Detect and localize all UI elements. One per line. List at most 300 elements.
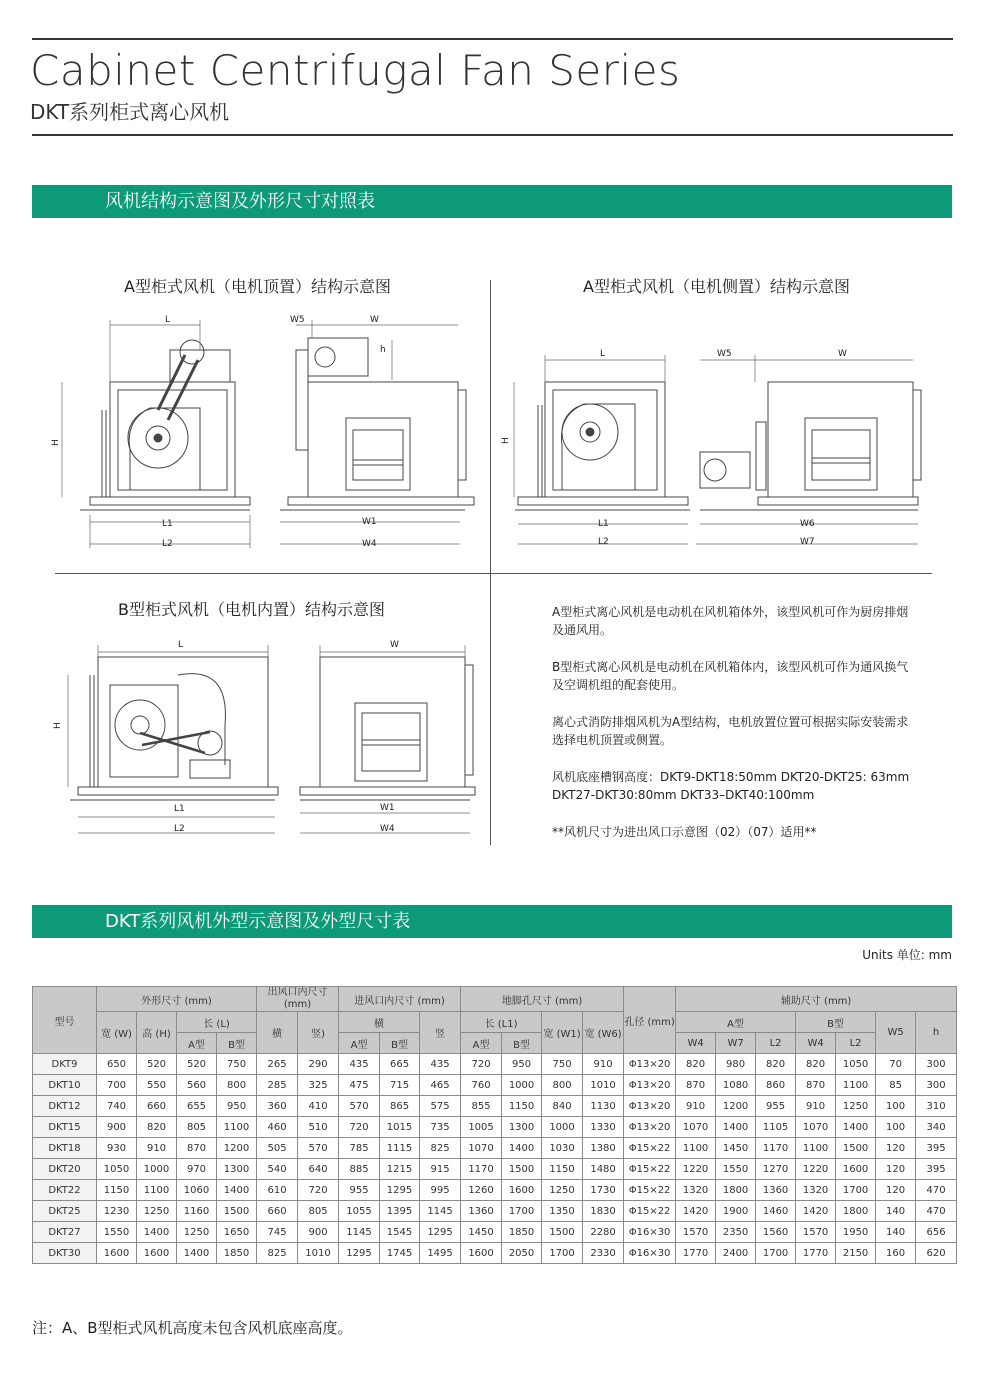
table-cell: 290 <box>298 1054 339 1075</box>
diagram-b-internal-motor <box>50 635 490 840</box>
table-cell: 570 <box>298 1138 339 1159</box>
header-inlet-shu: 竖 <box>420 1012 461 1054</box>
diagram-title-side-motor: A型柜式风机（电机侧置）结构示意图 <box>583 277 850 296</box>
table-cell: 465 <box>420 1075 461 1096</box>
dim-label-W-side: W <box>838 349 847 359</box>
dim-label-W5-side: W5 <box>717 349 732 359</box>
table-cell: 1450 <box>461 1222 502 1243</box>
table-cell: 740 <box>97 1096 137 1117</box>
table-row <box>33 1180 957 1201</box>
dim-label-L2: L2 <box>162 539 173 549</box>
header-bottom-rule <box>32 134 953 136</box>
dim-label-W1: W1 <box>362 517 377 527</box>
table-cell: 1230 <box>97 1201 137 1222</box>
table-cell: 1360 <box>461 1201 502 1222</box>
table-cell: 1830 <box>583 1201 624 1222</box>
table-cell: 660 <box>257 1201 298 1222</box>
dim-label-L2-b: L2 <box>174 824 185 834</box>
table-cell: 505 <box>257 1138 298 1159</box>
table-cell: 1400 <box>836 1117 876 1138</box>
front-view-top-motor <box>80 340 250 510</box>
table-cell: 1770 <box>796 1243 836 1264</box>
section-banner-dimensions: DKT系列风机外型示意图及外型尺寸表 <box>32 905 952 938</box>
header-aux-b-l2: L2 <box>836 1033 876 1054</box>
table-cell: Φ13×20 <box>624 1096 676 1117</box>
header-aux-b: B型 <box>796 1012 876 1033</box>
table-cell: 970 <box>177 1159 217 1180</box>
table-cell: 550 <box>137 1075 177 1096</box>
table-cell: 1215 <box>380 1159 420 1180</box>
table-cell: 870 <box>676 1075 716 1096</box>
table-cell: 735 <box>420 1117 461 1138</box>
header-aux-a: A型 <box>676 1012 796 1033</box>
table-cell: 1270 <box>756 1159 796 1180</box>
top-rule <box>32 38 953 40</box>
table-cell: 1050 <box>836 1054 876 1075</box>
table-cell: 100 <box>876 1096 916 1117</box>
table-cell: 955 <box>339 1180 380 1201</box>
table-cell: 1600 <box>137 1243 177 1264</box>
table-row <box>33 1054 957 1075</box>
table-cell: 885 <box>339 1159 380 1180</box>
table-cell: 560 <box>177 1075 217 1096</box>
table-cell: 1070 <box>796 1117 836 1138</box>
table-cell: 575 <box>420 1096 461 1117</box>
dim-label-L-side: L <box>600 349 606 359</box>
header-aux-b-w4: W4 <box>796 1033 836 1054</box>
dim-lines-front-side <box>514 355 688 544</box>
table-cell: 85 <box>876 1075 916 1096</box>
table-cell: 650 <box>97 1054 137 1075</box>
table-cell: 460 <box>257 1117 298 1138</box>
table-cell: 640 <box>298 1159 339 1180</box>
table-cell: 1500 <box>836 1138 876 1159</box>
table-cell: 620 <box>916 1243 957 1264</box>
model-cell: DKT15 <box>33 1117 97 1138</box>
table-cell: 1500 <box>502 1159 542 1180</box>
table-row <box>33 1222 957 1243</box>
table-cell: 870 <box>177 1138 217 1159</box>
units-label: Units 单位: mm <box>862 948 952 962</box>
table-cell: 900 <box>298 1222 339 1243</box>
table-cell: 1450 <box>716 1138 756 1159</box>
table-cell: 570 <box>339 1096 380 1117</box>
table-cell: 785 <box>339 1138 380 1159</box>
model-cell: DKT12 <box>33 1096 97 1117</box>
dim-label-W4: W4 <box>362 539 377 549</box>
table-cell: 860 <box>756 1075 796 1096</box>
table-cell: 1060 <box>177 1180 217 1201</box>
model-cell: DKT20 <box>33 1159 97 1180</box>
diagram-title-top-motor: A型柜式风机（电机顶置）结构示意图 <box>124 277 391 296</box>
table-cell: 1700 <box>756 1243 796 1264</box>
table-cell: 1745 <box>380 1243 420 1264</box>
page-subtitle: DKT系列柜式离心风机 <box>30 100 230 124</box>
table-row <box>33 1138 957 1159</box>
table-cell: 1070 <box>461 1138 502 1159</box>
table-cell: 1250 <box>137 1201 177 1222</box>
dim-label-L1-b: L1 <box>174 804 185 814</box>
table-cell: Φ13×20 <box>624 1054 676 1075</box>
note-b-type: B型柜式离心风机是电动机在风机箱体内，该型风机可作为通风换气及空调机组的配套使用。 <box>552 660 909 692</box>
table-cell: 1015 <box>380 1117 420 1138</box>
table-cell: 520 <box>177 1054 217 1075</box>
table-cell: 1400 <box>716 1117 756 1138</box>
table-cell: 1200 <box>217 1138 257 1159</box>
table-cell: 655 <box>177 1096 217 1117</box>
header-inlet-a: A型 <box>339 1033 380 1054</box>
table-cell: 140 <box>876 1201 916 1222</box>
table-cell: 1260 <box>461 1180 502 1201</box>
table-cell: 1700 <box>542 1243 583 1264</box>
side-view-top-motor <box>280 338 474 510</box>
table-cell: 265 <box>257 1054 298 1075</box>
dimension-table-body <box>33 1054 957 1264</box>
table-cell: 1300 <box>502 1117 542 1138</box>
table-cell: 610 <box>257 1180 298 1201</box>
table-cell: 1105 <box>756 1117 796 1138</box>
header-hole: 孔径 (mm) <box>624 987 676 1054</box>
table-row <box>33 1243 957 1264</box>
table-cell: 1850 <box>217 1243 257 1264</box>
dim-label-W5: W5 <box>290 315 305 325</box>
header-inlet-heng: 横 <box>339 1012 420 1033</box>
table-cell: 750 <box>217 1054 257 1075</box>
table-cell: 910 <box>137 1138 177 1159</box>
table-cell: 1650 <box>217 1222 257 1243</box>
table-cell: 1000 <box>542 1117 583 1138</box>
table-cell: 520 <box>137 1054 177 1075</box>
table-cell: 510 <box>298 1117 339 1138</box>
table-cell: 1070 <box>676 1117 716 1138</box>
table-cell: 1010 <box>583 1075 624 1096</box>
table-cell: 1700 <box>836 1180 876 1201</box>
table-cell: 820 <box>756 1054 796 1075</box>
table-cell: 1000 <box>137 1159 177 1180</box>
table-cell: 1350 <box>542 1201 583 1222</box>
header-outlet: 出风口内尺寸 (mm) <box>257 987 339 1012</box>
table-cell: 1600 <box>97 1243 137 1264</box>
front-view-side-motor <box>515 382 690 510</box>
header-width: 宽 (W) <box>97 1012 137 1054</box>
table-cell: 855 <box>461 1096 502 1117</box>
table-cell: 2050 <box>502 1243 542 1264</box>
table-cell: 1320 <box>796 1180 836 1201</box>
table-cell: 825 <box>257 1243 298 1264</box>
dim-label-H-side: H <box>501 437 511 444</box>
table-cell: 910 <box>796 1096 836 1117</box>
table-cell: 2400 <box>716 1243 756 1264</box>
table-cell: 840 <box>542 1096 583 1117</box>
table-cell: 140 <box>876 1222 916 1243</box>
header-height: 高 (H) <box>137 1012 177 1054</box>
table-cell: 1380 <box>583 1138 624 1159</box>
table-row <box>33 1096 957 1117</box>
table-cell: 720 <box>461 1054 502 1075</box>
table-cell: 1100 <box>796 1138 836 1159</box>
table-cell: 950 <box>217 1096 257 1117</box>
table-cell: 1800 <box>716 1180 756 1201</box>
table-cell: 1130 <box>583 1096 624 1117</box>
side-view-b <box>300 657 475 800</box>
table-cell: 1115 <box>380 1138 420 1159</box>
table-cell: 395 <box>916 1159 957 1180</box>
table-row <box>33 1117 957 1138</box>
table-cell: 1600 <box>836 1159 876 1180</box>
model-cell: DKT22 <box>33 1180 97 1201</box>
dim-label-W: W <box>370 315 379 325</box>
table-cell: 750 <box>542 1054 583 1075</box>
table-cell: Φ15×22 <box>624 1201 676 1222</box>
table-cell: 805 <box>298 1201 339 1222</box>
note-applicability: **风机尺寸为进出风口示意图（02）（07）适用** <box>552 825 817 839</box>
table-cell: 470 <box>916 1180 957 1201</box>
header-foot-a: A型 <box>461 1033 502 1054</box>
table-cell: 1900 <box>716 1201 756 1222</box>
table-cell: 120 <box>876 1180 916 1201</box>
table-cell: 340 <box>916 1117 957 1138</box>
table-cell: 900 <box>97 1117 137 1138</box>
table-cell: 980 <box>716 1054 756 1075</box>
page-title: Cabinet Centrifugal Fan Series <box>30 46 681 95</box>
model-cell: DKT9 <box>33 1054 97 1075</box>
header-outlet-heng: 横 <box>257 1012 298 1054</box>
table-cell: 1495 <box>420 1243 461 1264</box>
table-row <box>33 1159 957 1180</box>
table-cell: 910 <box>676 1096 716 1117</box>
table-cell: 910 <box>583 1054 624 1075</box>
table-cell: 470 <box>916 1201 957 1222</box>
table-cell: 1100 <box>217 1117 257 1138</box>
table-cell: 1250 <box>177 1222 217 1243</box>
footnote: 注：A、B型柜式风机高度未包含风机底座高度。 <box>32 1319 353 1337</box>
table-cell: 1250 <box>542 1180 583 1201</box>
table-row <box>33 1201 957 1222</box>
table-row <box>33 1075 957 1096</box>
table-cell: 1250 <box>836 1096 876 1117</box>
dimension-table <box>32 986 957 1264</box>
note-base-height: 风机底座槽钢高度：DKT9-DKT18:50mm DKT20-DKT25: 63mm DKT27-DKT30:80mm DKT33–DKT40:100mm <box>552 770 910 802</box>
table-cell: 1100 <box>676 1138 716 1159</box>
note-a-type: A型柜式离心风机是电动机在风机箱体外，该型风机可作为厨房排烟及通风用。 <box>552 605 909 637</box>
table-cell: 360 <box>257 1096 298 1117</box>
table-cell: 1100 <box>137 1180 177 1201</box>
table-cell: 1050 <box>97 1159 137 1180</box>
table-cell: 1330 <box>583 1117 624 1138</box>
table-cell: 1400 <box>217 1180 257 1201</box>
table-cell: 700 <box>97 1075 137 1096</box>
diagram-a-side-motor <box>500 340 930 555</box>
table-cell: 1730 <box>583 1180 624 1201</box>
front-view-b <box>70 657 278 800</box>
side-view-side-motor <box>700 382 921 510</box>
header-outlet-shu: 竖) <box>298 1012 339 1054</box>
table-cell: 1160 <box>177 1201 217 1222</box>
dim-label-h: h <box>380 345 386 355</box>
table-cell: 820 <box>676 1054 716 1075</box>
table-cell: 1460 <box>756 1201 796 1222</box>
model-cell: DKT30 <box>33 1243 97 1264</box>
table-cell: 1600 <box>461 1243 502 1264</box>
dim-label-L1-side: L1 <box>598 519 609 529</box>
table-cell: 1000 <box>502 1075 542 1096</box>
table-cell: 70 <box>876 1054 916 1075</box>
table-cell: 435 <box>420 1054 461 1075</box>
dim-label-W1-b: W1 <box>380 803 395 813</box>
table-cell: 805 <box>177 1117 217 1138</box>
table-cell: 1700 <box>502 1201 542 1222</box>
table-cell: 720 <box>339 1117 380 1138</box>
table-cell: 475 <box>339 1075 380 1096</box>
table-cell: 1570 <box>796 1222 836 1243</box>
table-cell: 1480 <box>583 1159 624 1180</box>
section-banner-structure: 风机结构示意图及外形尺寸对照表 <box>32 185 952 218</box>
table-cell: 665 <box>380 1054 420 1075</box>
header-foot-b: B型 <box>502 1033 542 1054</box>
table-cell: Φ13×20 <box>624 1117 676 1138</box>
header-aux-a-w4: W4 <box>676 1033 716 1054</box>
table-cell: 1300 <box>217 1159 257 1180</box>
table-cell: 1100 <box>836 1075 876 1096</box>
model-cell: DKT18 <box>33 1138 97 1159</box>
table-cell: 2150 <box>836 1243 876 1264</box>
table-cell: 435 <box>339 1054 380 1075</box>
table-cell: 1220 <box>796 1159 836 1180</box>
table-cell: 1150 <box>502 1096 542 1117</box>
horizontal-separator <box>55 573 932 574</box>
table-cell: 2330 <box>583 1243 624 1264</box>
dim-label-H-b: H <box>53 722 63 729</box>
table-cell: 1570 <box>676 1222 716 1243</box>
table-cell: 540 <box>257 1159 298 1180</box>
table-cell: 300 <box>916 1075 957 1096</box>
table-cell: 1420 <box>676 1201 716 1222</box>
table-cell: 120 <box>876 1138 916 1159</box>
table-cell: 310 <box>916 1096 957 1117</box>
table-cell: 865 <box>380 1096 420 1117</box>
header-aux-h: h <box>916 1012 957 1054</box>
table-cell: 1145 <box>339 1222 380 1243</box>
table-cell: 2350 <box>716 1222 756 1243</box>
header-outer: 外形尺寸 (mm) <box>97 987 257 1012</box>
table-cell: 1010 <box>298 1243 339 1264</box>
dim-lines-side-side <box>696 355 918 544</box>
table-cell: 410 <box>298 1096 339 1117</box>
table-cell: 1150 <box>542 1159 583 1180</box>
table-cell: 870 <box>796 1075 836 1096</box>
dim-label-L: L <box>165 315 171 325</box>
table-cell: 100 <box>876 1117 916 1138</box>
table-cell: Φ15×22 <box>624 1138 676 1159</box>
structure-notes <box>552 603 912 860</box>
model-cell: DKT27 <box>33 1222 97 1243</box>
table-cell: 300 <box>916 1054 957 1075</box>
table-cell: 1295 <box>339 1243 380 1264</box>
header-foot: 地脚孔尺寸 (mm) <box>461 987 624 1012</box>
table-cell: 1560 <box>756 1222 796 1243</box>
table-cell: 1400 <box>177 1243 217 1264</box>
table-cell: 1150 <box>97 1180 137 1201</box>
header-inlet: 进风口内尺寸 (mm) <box>339 987 461 1012</box>
table-cell: 2280 <box>583 1222 624 1243</box>
table-cell: 656 <box>916 1222 957 1243</box>
table-cell: 715 <box>380 1075 420 1096</box>
table-cell: Φ13×20 <box>624 1075 676 1096</box>
table-cell: 1005 <box>461 1117 502 1138</box>
table-cell: 1170 <box>461 1159 502 1180</box>
table-cell: Φ15×22 <box>624 1159 676 1180</box>
table-cell: 1770 <box>676 1243 716 1264</box>
diagram-title-b-type: B型柜式风机（电机内置）结构示意图 <box>118 600 385 619</box>
table-cell: 1950 <box>836 1222 876 1243</box>
dim-label-W7: W7 <box>800 537 815 547</box>
table-cell: 325 <box>298 1075 339 1096</box>
table-cell: 800 <box>217 1075 257 1096</box>
table-cell: 160 <box>876 1243 916 1264</box>
table-cell: 820 <box>137 1117 177 1138</box>
table-cell: 1220 <box>676 1159 716 1180</box>
header-foot-w6: 宽 (W6) <box>583 1012 624 1054</box>
header-foot-l1: 长 (L1) <box>461 1012 542 1033</box>
table-cell: 720 <box>298 1180 339 1201</box>
table-cell: 1400 <box>137 1222 177 1243</box>
table-cell: 995 <box>420 1180 461 1201</box>
table-cell: 1550 <box>716 1159 756 1180</box>
header-inlet-b: B型 <box>380 1033 420 1054</box>
vertical-separator <box>490 280 491 845</box>
table-cell: 745 <box>257 1222 298 1243</box>
table-cell: 955 <box>756 1096 796 1117</box>
table-cell: 800 <box>542 1075 583 1096</box>
model-cell: DKT25 <box>33 1201 97 1222</box>
diagram-a-top-motor <box>50 310 470 560</box>
table-cell: 1800 <box>836 1201 876 1222</box>
table-cell: Φ16×30 <box>624 1222 676 1243</box>
table-cell: 1320 <box>676 1180 716 1201</box>
header-foot-w1: 宽 (W1) <box>542 1012 583 1054</box>
header-aux: 辅助尺寸 (mm) <box>676 987 957 1012</box>
table-cell: 915 <box>420 1159 461 1180</box>
header-aux-a-l2: L2 <box>756 1033 796 1054</box>
table-cell: 660 <box>137 1096 177 1117</box>
table-cell: 1295 <box>380 1180 420 1201</box>
table-cell: 1030 <box>542 1138 583 1159</box>
dim-label-W-b: W <box>390 640 399 650</box>
table-cell: 1200 <box>716 1096 756 1117</box>
header-length: 长 (L) <box>177 1012 257 1033</box>
table-cell: 820 <box>796 1054 836 1075</box>
table-cell: 120 <box>876 1159 916 1180</box>
table-cell: 1395 <box>380 1201 420 1222</box>
table-cell: 1550 <box>97 1222 137 1243</box>
table-cell: 1545 <box>380 1222 420 1243</box>
table-cell: Φ15×22 <box>624 1180 676 1201</box>
header-aux-w5: W5 <box>876 1012 916 1054</box>
table-cell: 1080 <box>716 1075 756 1096</box>
header-length-b: B型 <box>217 1033 257 1054</box>
dim-label-H: H <box>51 439 61 446</box>
model-cell: DKT10 <box>33 1075 97 1096</box>
table-cell: 1600 <box>502 1180 542 1201</box>
table-cell: 1360 <box>756 1180 796 1201</box>
table-cell: 1055 <box>339 1201 380 1222</box>
table-cell: 1295 <box>420 1222 461 1243</box>
table-cell: 1170 <box>756 1138 796 1159</box>
note-fire-exhaust: 离心式消防排烟风机为A型结构，电机放置位置可根据实际安装需求选择电机顶置或侧置。 <box>552 715 909 747</box>
table-cell: 285 <box>257 1075 298 1096</box>
table-cell: 930 <box>97 1138 137 1159</box>
table-cell: 1400 <box>502 1138 542 1159</box>
